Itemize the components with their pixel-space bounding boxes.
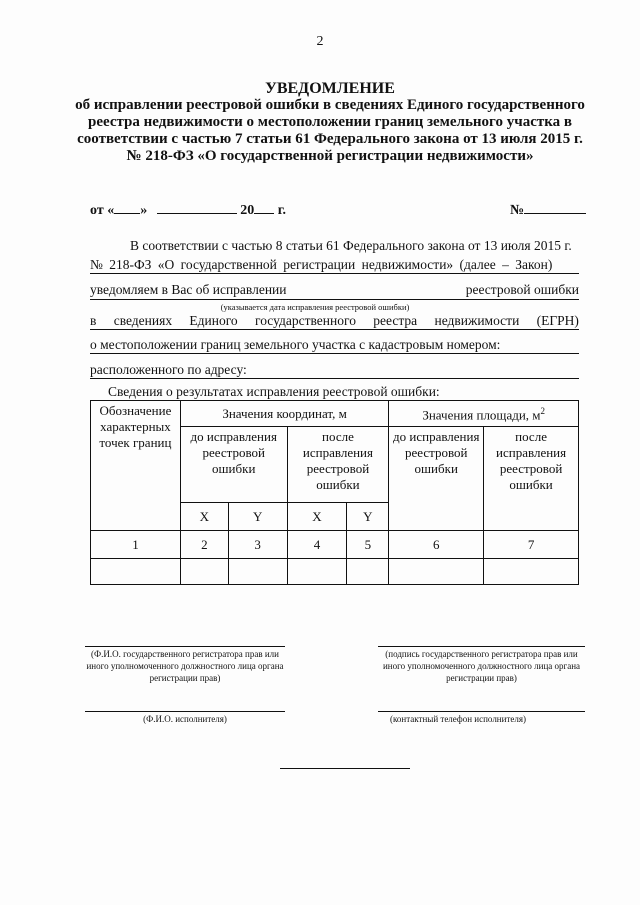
coords-before-header: до исправления реестровой ошибки (180, 427, 287, 503)
results-table (90, 400, 579, 585)
table-cell[interactable] (347, 559, 389, 585)
col-number-4: 4 (287, 531, 347, 559)
x-before-header: X (180, 503, 228, 531)
cadastral-line[interactable] (90, 337, 579, 354)
coords-header: Значения координат, м (180, 401, 388, 427)
y-after-header: Y (347, 503, 389, 531)
egrn-word-1: в (90, 313, 97, 328)
table-cell[interactable] (91, 559, 181, 585)
executor-name-line[interactable] (85, 711, 285, 712)
address-text: расположенного по адресу: (90, 362, 247, 377)
para1-line2 (90, 257, 579, 274)
day-blank[interactable] (114, 200, 140, 214)
address-line[interactable] (90, 362, 579, 379)
page-number: 2 (316, 34, 324, 49)
number-blank[interactable] (524, 200, 586, 214)
area-before-header: до исправления реестровой ошибки (389, 427, 484, 531)
egrn-word-3: Единого (189, 313, 238, 328)
document-title (60, 80, 600, 165)
table-cell[interactable] (389, 559, 484, 585)
col-point-header: Обозначение характерных точек границ (91, 401, 181, 531)
table-row[interactable] (91, 559, 579, 585)
phone-caption: (контактный телефон исполнителя) (390, 714, 526, 724)
notify-suffix: реестровой ошибки (465, 282, 579, 297)
notify-prefix: уведомляем в Вас об исправлении (90, 282, 287, 297)
year-prefix: 20 (240, 203, 255, 218)
number-line (510, 200, 586, 219)
area-header-text: Значения площади, м (422, 407, 541, 423)
egrn-word-7: (ЕГРН) (536, 313, 579, 328)
end-divider (280, 768, 410, 769)
egrn-line (90, 313, 579, 330)
date-hint: (указывается дата исправления реестровой ошибки) (220, 302, 410, 312)
col-number-3: 3 (228, 531, 287, 559)
notify-line[interactable] (90, 282, 579, 300)
number-label: № (510, 203, 525, 218)
egrn-word-4: государственного (255, 313, 356, 328)
date-prefix: от « (90, 203, 115, 218)
results-heading: Сведения о результатах исправления реестровой ошибки: (108, 384, 440, 399)
egrn-word-5: реестра (373, 313, 418, 328)
area-unit-sup: 2 (540, 406, 546, 417)
egrn-word-6: недвижимости (434, 313, 520, 328)
title-line-2: об исправлении реестровой ошибки в сведениях Единого государственного (75, 97, 585, 113)
egrn-word-2: сведениях (113, 313, 173, 328)
executor-name-caption: (Ф.И.О. исполнителя) (143, 714, 227, 724)
para1-line1: В соответствии с частью 8 статьи 61 Федерального закона от 13 июля 2015 г. (130, 238, 572, 253)
registrar-name-caption: (Ф.И.О. государственного регистратора прав или иного уполномоченного должностного лица органа регистрации прав) (86, 649, 284, 683)
col-number-5: 5 (347, 531, 389, 559)
registrar-signature-caption: (подпись государственного регистратора прав или иного уполномоченного должностного лица органа регистрации прав) (382, 649, 581, 683)
col-number-6: 6 (389, 531, 484, 559)
coords-after-header: после исправления реестровой ошибки (287, 427, 389, 503)
y-before-header: Y (228, 503, 287, 531)
table-cell[interactable] (228, 559, 287, 585)
title-line-5: № 218-ФЗ «О государственной регистрации недвижимости» (126, 148, 534, 164)
table-cell[interactable] (484, 559, 579, 585)
col-number-7: 7 (484, 531, 579, 559)
title-heading: УВЕДОМЛЕНИЕ (265, 80, 395, 97)
area-after-header: после исправления реестровой ошибки (484, 427, 579, 531)
para1-line2-text: № 218-ФЗ «О государственной регистрации недвижимости» (далее – Закон) (90, 257, 553, 272)
cadastral-text: о местоположении границ земельного участка с кадастровым номером: (90, 337, 501, 352)
year-suffix: г. (277, 203, 286, 218)
date-close-quote: » (140, 203, 148, 218)
table-cell[interactable] (287, 559, 347, 585)
registrar-signature-line[interactable] (378, 646, 585, 647)
date-line (90, 200, 286, 219)
table-cell[interactable] (180, 559, 228, 585)
title-line-4: соответствии с частью 7 статьи 61 Федерального закона от 13 июля 2015 г. (77, 131, 583, 147)
x-after-header: X (287, 503, 347, 531)
phone-line[interactable] (378, 711, 585, 712)
col-number-2: 2 (180, 531, 228, 559)
area-header (389, 401, 579, 427)
month-blank[interactable] (157, 200, 237, 214)
year-blank[interactable] (254, 200, 274, 214)
col-number-1: 1 (91, 531, 181, 559)
title-line-3: реестра недвижимости о местоположении границ земельного участка в (88, 114, 572, 130)
registrar-name-line[interactable] (85, 646, 285, 647)
